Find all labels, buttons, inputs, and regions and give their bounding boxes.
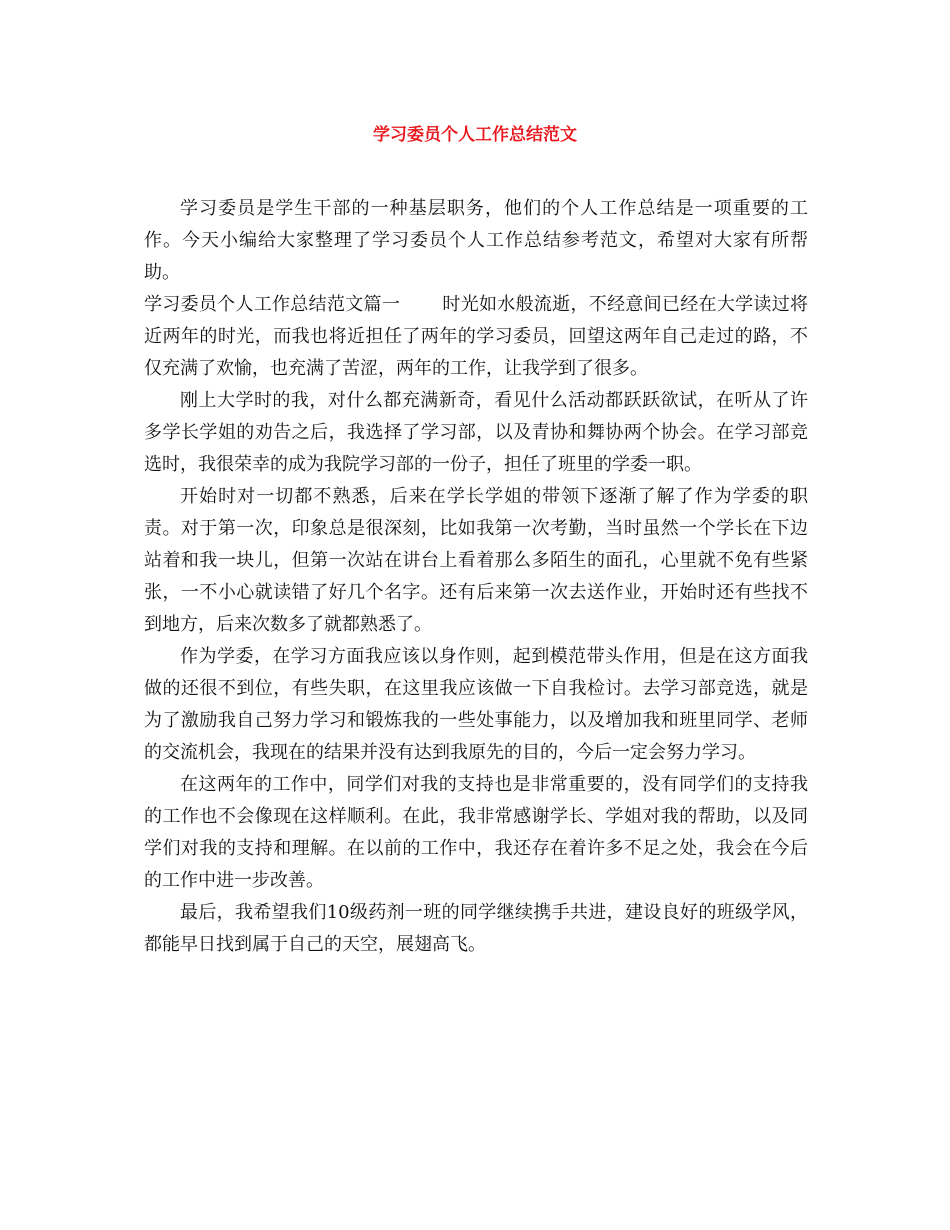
body-paragraph-4: 在这两年的工作中，同学们对我的支持也是非常重要的，没有同学们的支持我的工作也不会像现在这样顺利。在此，我非常感谢学长、学姐对我的帮助，以及同学们对我的支持和理解。在以前的工作中，我还存在着许多不足之处，我会在今后的工作中进一步改善。 (144, 774, 808, 891)
intro-paragraph: 学习委员是学生干部的一种基层职务，他们的个人工作总结是一项重要的工作。今天小编给大家整理了学习委员个人工作总结参考范文，希望对大家有所帮助。 (144, 198, 808, 283)
body-paragraph-3: 作为学委，在学习方面我应该以身作则，起到模范带头作用，但是在这方面我做的还很不到位，有些失职，在这里我应该做一下自我检讨。去学习部竞选，就是为了激励我自己努力学习和锻炼我的一些处事能力，以及增加我和班里同学、老师的交流机会，我现在的结果并没有达到我原先的目的，今后一定会努力学习。 (144, 646, 808, 763)
body-paragraph-5: 最后，我希望我们10级药剂一班的同学继续携手共进，建设良好的班级学风，都能早日找到属于自己的天空，展翅高飞。 (144, 902, 808, 955)
section-first-paragraph (144, 289, 808, 385)
body-paragraph-1: 刚上大学时的我，对什么都充满新奇，看见什么活动都跃跃欲试，在听从了许多学长学姐的劝告之后，我选择了学习部，以及青协和舞协两个协会。在学习部竞选时，我很荣幸的成为我院学习部的一份子，担任了班里的学委一职。 (144, 390, 808, 475)
document-title: 学习委员个人工作总结范文 (373, 125, 577, 145)
section-first-text: 时光如水般流逝，不经意间已经在大学读过将近两年的时光，而我也将近担任了两年的学习委员，回望这两年自己走过的路，不仅充满了欢愉，也充满了苦涩，两年的工作，让我学到了很多。 (144, 294, 809, 379)
section-heading: 学习委员个人工作总结范文篇一 (144, 294, 401, 315)
body-paragraph-2: 开始时对一切都不熟悉，后来在学长学姐的带领下逐渐了解了作为学委的职责。对于第一次，印象总是很深刻，比如我第一次考勤，当时虽然一个学长在下边站着和我一块儿，但第一次站在讲台上看着那么多陌生的面孔，心里就不免有些紧张，一不小心就读错了好几个名字。还有后来第一次去送作业，开始时还有些找不到地方，后来次数多了就都熟悉了。 (144, 486, 808, 635)
document-body (144, 193, 808, 961)
